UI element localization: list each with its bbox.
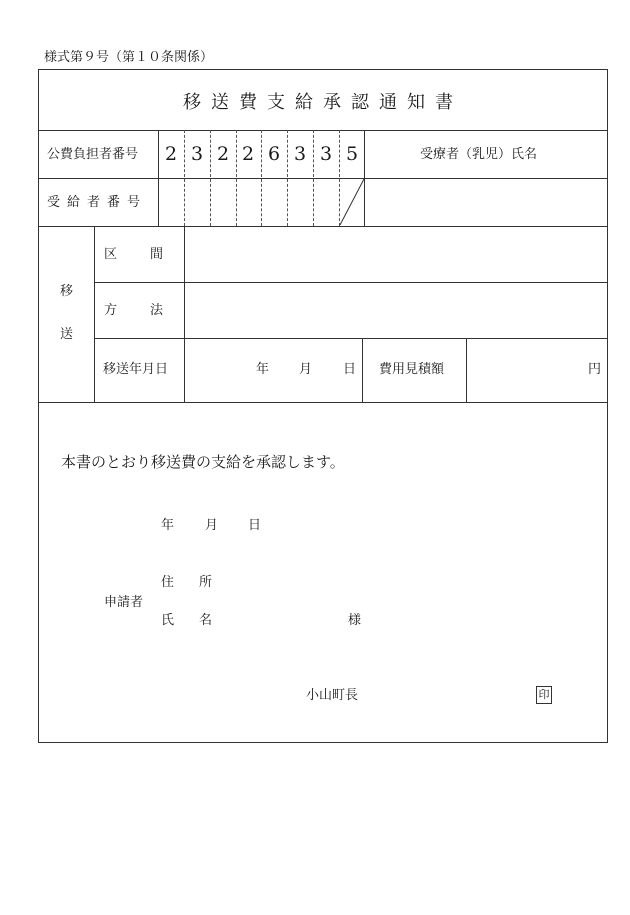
payer-digit: 2: [216, 143, 230, 165]
sign-date-day: 日: [248, 518, 262, 533]
payer-digit: 3: [293, 143, 307, 165]
seal-mark: 印: [536, 686, 552, 704]
payer-digit: 5: [345, 143, 359, 165]
payer-digit: 2: [241, 143, 255, 165]
transfer-label-1: 移: [60, 284, 74, 299]
document-title: 移送費支給承認通知書: [183, 92, 463, 113]
date-day: 日: [343, 362, 357, 377]
date-year: 年: [256, 362, 270, 377]
form-frame: [38, 69, 608, 743]
payer-digit: 2: [164, 143, 178, 165]
cost-estimate-label: 費用見積額: [379, 362, 445, 377]
divider: [38, 226, 608, 227]
divider: [466, 338, 467, 402]
date-month: 月: [299, 362, 313, 377]
payer-digit: 3: [190, 143, 204, 165]
divider: [94, 226, 95, 402]
divider: [94, 282, 608, 283]
divider: [38, 402, 608, 403]
divider: [38, 130, 608, 131]
transfer-date-label: 移送年月日: [103, 362, 169, 377]
payer-digit: 6: [267, 143, 281, 165]
divider: [362, 338, 363, 402]
address-label: 住 所: [161, 575, 219, 590]
patient-name-label: 受療者（乳児）氏名: [420, 147, 538, 162]
applicant-label: 申請者: [104, 595, 144, 610]
issuer: 小山町長: [306, 688, 359, 703]
sign-date-year: 年: [161, 518, 175, 533]
divider: [184, 226, 185, 402]
check-digit-slash: [339, 178, 365, 226]
payer-number-label: 公費負担者番号: [47, 147, 139, 162]
recipient-number-label: 受給者番号: [47, 195, 148, 210]
section-label: 区 間: [104, 247, 174, 262]
sign-date-month: 月: [205, 518, 219, 533]
transfer-label-2: 送: [60, 327, 74, 342]
honorific: 様: [348, 613, 362, 628]
form-number: 様式第９号（第１０条関係）: [44, 50, 214, 65]
method-label: 方 法: [104, 303, 174, 318]
payer-digit: 3: [319, 143, 333, 165]
divider: [94, 338, 608, 339]
name-label: 氏 名: [161, 613, 219, 628]
approval-statement: 本書のとおり移送費の支給を承認します。: [61, 453, 345, 471]
divider: [38, 178, 608, 179]
yen-unit: 円: [588, 362, 602, 377]
